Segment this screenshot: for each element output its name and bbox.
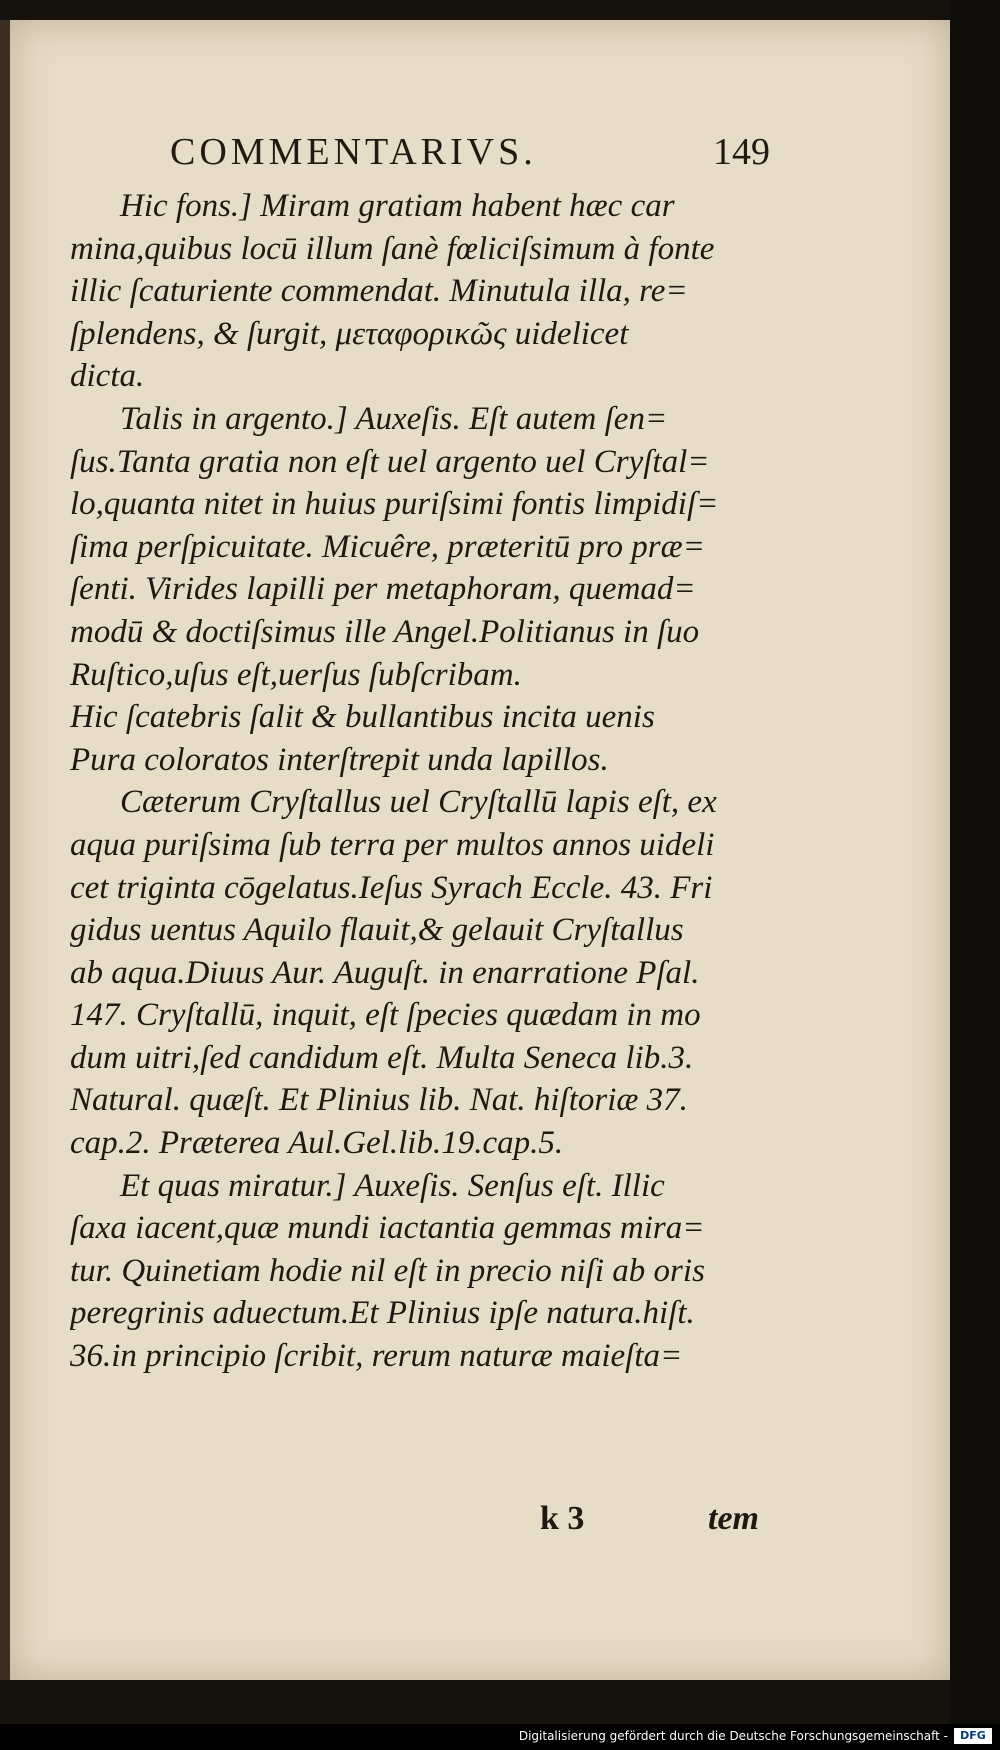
text-line: ſus.Tanta gratia non eſt uel argento uel Cryſtal= bbox=[70, 443, 710, 480]
page-header bbox=[170, 130, 770, 180]
text-line: modū & doctiſsimus ille Angel.Politianus in ſuo bbox=[70, 613, 700, 650]
text-line: Talis in argento.] Auxeſis. Eſt autem ſen= bbox=[120, 400, 668, 437]
text-line: Hic fons.] Miram gratiam habent hæc car bbox=[120, 188, 675, 224]
text-line: cet triginta cōgelatus.Ieſus Syrach Eccle. 43. Fri bbox=[70, 869, 713, 906]
body-text bbox=[70, 185, 770, 1378]
text-line: cap.2. Præterea Aul.Gel.lib.19.cap.5. bbox=[70, 1125, 564, 1162]
text-line: Cæterum Cryſtallus uel Cryſtallū lapis eſt, ex bbox=[120, 784, 717, 821]
dfg-logo-icon: DFG bbox=[954, 1728, 992, 1744]
catchword: tem bbox=[708, 1500, 759, 1537]
digitization-footer bbox=[0, 1724, 1000, 1750]
verse-line: Pura coloratos interſtrepit unda lapillos. bbox=[70, 741, 609, 778]
text-line: Natural. quæſt. Et Plinius lib. Nat. hiſtoriæ 37. bbox=[70, 1082, 688, 1119]
text-line: Et quas miratur.] Auxeſis. Senſus eſt. Illic bbox=[120, 1167, 665, 1204]
signature-mark: k 3 bbox=[540, 1500, 585, 1537]
text-line: mina,quibus locū illum ſanè fœliciſsimum à fonte bbox=[70, 230, 715, 267]
text-line: ſima perſpicuitate. Micuêre, præteritū pro præ= bbox=[70, 528, 705, 565]
text-line: 147. Cryſtallū, inquit, eſt ſpecies quædam in mo bbox=[70, 997, 701, 1034]
text-line: peregrinis aduectum.Et Plinius ipſe natura.hiſt. bbox=[70, 1295, 695, 1332]
book-page bbox=[10, 20, 950, 1680]
text-line: ſenti. Virides lapilli per metaphoram, quemad= bbox=[70, 571, 696, 608]
running-head: COMMENTARIVS. bbox=[170, 131, 537, 173]
text-line: tur. Quinetiam hodie nil eſt in precio niſi ab oris bbox=[70, 1252, 705, 1289]
text-line: aqua puriſsima ſub terra per multos annos uideli bbox=[70, 826, 715, 863]
verse-line: Hic ſcatebris ſalit & bullantibus incita uenis bbox=[70, 699, 655, 736]
text-line: Ruſtico,uſus eſt,uerſus ſubſcribam. bbox=[70, 656, 522, 693]
page-number: 149 bbox=[713, 131, 770, 173]
text-line: ſaxa iacent,quæ mundi iactantia gemmas mira= bbox=[70, 1210, 705, 1247]
text-line: 36.in principio ſcribit, rerum naturæ maieſta= bbox=[70, 1338, 683, 1375]
scan-right-edge bbox=[950, 0, 1000, 1750]
footer-credit: Digitalisierung gefördert durch die Deutsche Forschungsgemeinschaft - bbox=[518, 1729, 948, 1743]
text-line: dicta. bbox=[70, 358, 145, 395]
text-line: gidus uentus Aquilo flauit,& gelauit Cryſtallus bbox=[70, 912, 684, 949]
text-line: illic ſcaturiente commendat. Minutula illa, re= bbox=[70, 273, 688, 310]
text-line: ſplendens, & ſurgit, μεταφορικῶς uidelicet bbox=[70, 315, 629, 352]
text-line: lo,quanta nitet in huius puriſsimi fontis limpidiſ= bbox=[70, 486, 719, 523]
text-line: dum uitri,ſed candidum eſt. Multa Seneca lib.3. bbox=[70, 1039, 694, 1076]
text-line: ab aqua.Diuus Aur. Auguſt. in enarratione Pſal. bbox=[70, 954, 700, 991]
